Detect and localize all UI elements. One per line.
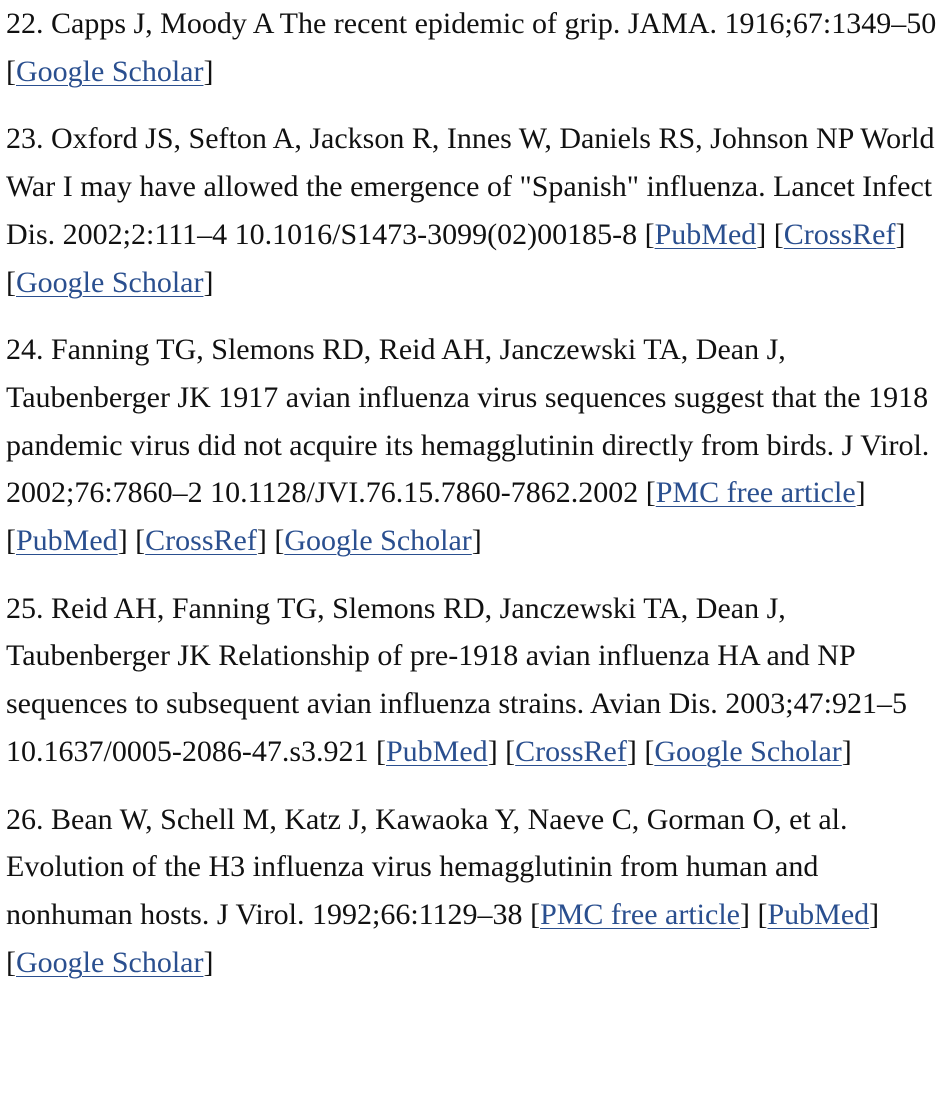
reference-citation: Reid AH, Fanning TG, Slemons RD, Janczewski TA, Dean J, Taubenberger JK Relationship of pre-1918 avian influenza HA and NP sequences to subsequent avian influenza strains. Avian Dis. 2003;47:921–5 10.1637/0005-2086-47.s3.921: [6, 591, 907, 768]
reference-list: [6, 0, 950, 986]
pmc-free-article-link[interactable]: PMC free article: [540, 897, 740, 931]
pubmed-link[interactable]: PubMed: [386, 734, 488, 768]
reference-citation: Capps J, Moody A The recent epidemic of grip. JAMA. 1916;67:1349–50: [51, 7, 937, 40]
google-scholar-link[interactable]: Google Scholar: [16, 265, 204, 299]
reference-number: 26.: [6, 802, 44, 836]
crossref-link[interactable]: CrossRef: [783, 217, 896, 251]
google-scholar-link[interactable]: Google Scholar: [284, 524, 472, 558]
crossref-link[interactable]: CrossRef: [145, 524, 257, 558]
pubmed-link[interactable]: PubMed: [654, 217, 757, 251]
pmc-free-article-link[interactable]: PMC free article: [655, 476, 856, 510]
google-scholar-link[interactable]: Google Scholar: [16, 945, 204, 979]
reference-item-22: 22. Capps J, Moody A The recent epidemic of grip. JAMA. 1916;67:1349–50 [Google Scholar]: [6, 7, 937, 88]
reference-number: 23.: [6, 122, 44, 156]
reference-item-23: 23. Oxford JS, Sefton A, Jackson R, Innes W, Daniels RS, Johnson NP World War I may have allowed the emergence of "Spanish" influenza. Lancet Infect Dis. 2002;2:111–4 10.1016/S1473-3099(02)00185-8 [PubMed] [CrossRef] [Google Scholar]: [6, 122, 935, 299]
reference-citation: Bean W, Schell M, Katz J, Kawaoka Y, Naeve C, Gorman O, et al. Evolution of the H3 influenza virus hemagglutinin from human and nonhuman hosts. J Virol. 1992;66:1129–38: [6, 802, 848, 931]
reference-item-26: 26. Bean W, Schell M, Katz J, Kawaoka Y, Naeve C, Gorman O, et al. Evolution of the H3 influenza virus hemagglutinin from human and nonhuman hosts. J Virol. 1992;66:1129–38 [PMC free article] [PubMed] [Google Scholar]: [6, 802, 880, 979]
reference-item-25: 25. Reid AH, Fanning TG, Slemons RD, Janczewski TA, Dean J, Taubenberger JK Relationship of pre-1918 avian influenza HA and NP sequences to subsequent avian influenza strains. Avian Dis. 2003;47:921–5 10.1637/0005-2086-47.s3.921 [PubMed] [CrossRef] [Google Scholar]: [6, 591, 907, 768]
pubmed-link[interactable]: PubMed: [767, 897, 870, 931]
reference-citation: Oxford JS, Sefton A, Jackson R, Innes W, Daniels RS, Johnson NP World War I may have allowed the emergence of "Spanish" influenza. Lancet Infect Dis. 2002;2:111–4 10.1016/S1473-3099(02)00185-8: [6, 122, 935, 251]
crossref-link[interactable]: CrossRef: [515, 734, 627, 768]
reference-number: 24.: [6, 333, 44, 367]
pubmed-link[interactable]: PubMed: [16, 524, 118, 558]
google-scholar-link[interactable]: Google Scholar: [654, 734, 842, 768]
reference-citation: Fanning TG, Slemons RD, Reid AH, Janczewski TA, Dean J, Taubenberger JK 1917 avian influenza virus sequences suggest that the 1918 pandemic virus did not acquire its hemagglutinin directly from birds. J Virol. 2002;76:7860–2 10.1128/JVI.76.15.7860-7862.2002: [6, 333, 930, 510]
reference-number: 22.: [6, 7, 44, 40]
google-scholar-link[interactable]: Google Scholar: [16, 54, 204, 88]
reference-item-24: 24. Fanning TG, Slemons RD, Reid AH, Janczewski TA, Dean J, Taubenberger JK 1917 avian influenza virus sequences suggest that the 1918 pandemic virus did not acquire its hemagglutinin directly from birds. J Virol. 2002;76:7860–2 10.1128/JVI.76.15.7860-7862.2002 [PMC free article] [PubMed] [CrossRef] [Google Scholar]: [6, 333, 930, 558]
reference-number: 25.: [6, 591, 44, 625]
